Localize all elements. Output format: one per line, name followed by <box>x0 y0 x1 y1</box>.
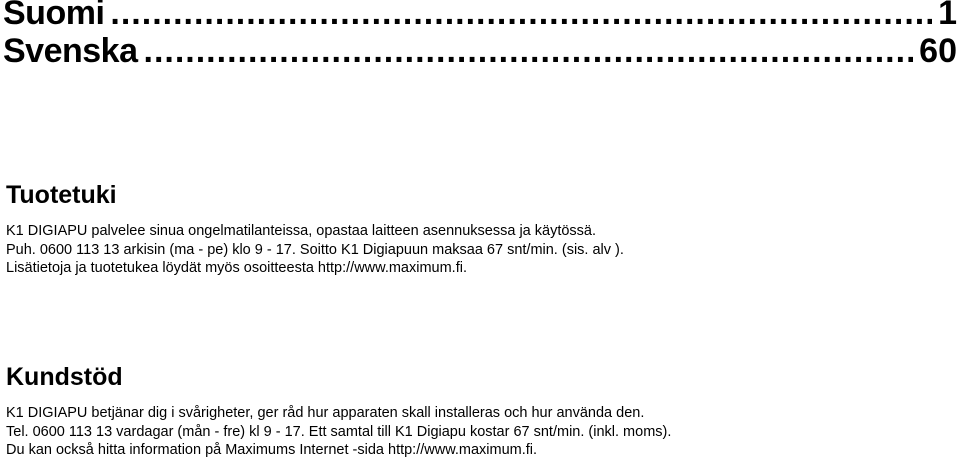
paragraph-line: Du kan också hitta information på Maximums Internet -sida http://www.maximum.fi. <box>6 442 538 458</box>
toc-entry-page: 60 <box>919 32 957 70</box>
paragraph-line: Puh. 0600 113 13 arkisin (ma - pe) klo 9 - 17. Soitto K1 Digiapuun maksaa 67 snt/min. (sis. alv ). <box>6 241 624 258</box>
paragraph-line: K1 DIGIAPU betjänar dig i svårigheter, ger råd hur apparaten skall installeras och hur använda den. <box>6 405 645 421</box>
section-heading: Kundstöd <box>6 363 123 391</box>
support-section-swedish <box>6 362 956 460</box>
paragraph-line: Tel. 0600 113 13 vardagar (mån - fre) kl 9 - 17. Ett samtal till K1 Digiapu kostar 67 snt/min. (inkl. moms). <box>6 423 672 440</box>
section-body <box>6 222 956 278</box>
paragraph-line: Lisätietoja ja tuotetukea löydät myös osoitteesta http://www.maximum.fi. <box>6 260 467 276</box>
toc-entry-title: Svenska <box>3 32 138 70</box>
toc-dot-leader <box>110 0 932 32</box>
toc-entry-suomi <box>3 0 957 32</box>
toc-entry-title: Suomi <box>3 0 105 32</box>
table-of-contents <box>3 0 957 70</box>
toc-entry-svenska <box>3 32 957 70</box>
section-heading: Tuotetuki <box>6 181 117 209</box>
toc-dot-leader <box>144 32 914 70</box>
support-section-finnish <box>6 180 956 278</box>
paragraph-line: K1 DIGIAPU palvelee sinua ongelmatilanteissa, opastaa laitteen asennuksessa ja käytössä. <box>6 223 597 239</box>
section-body <box>6 404 956 460</box>
toc-entry-page: 1 <box>938 0 957 32</box>
